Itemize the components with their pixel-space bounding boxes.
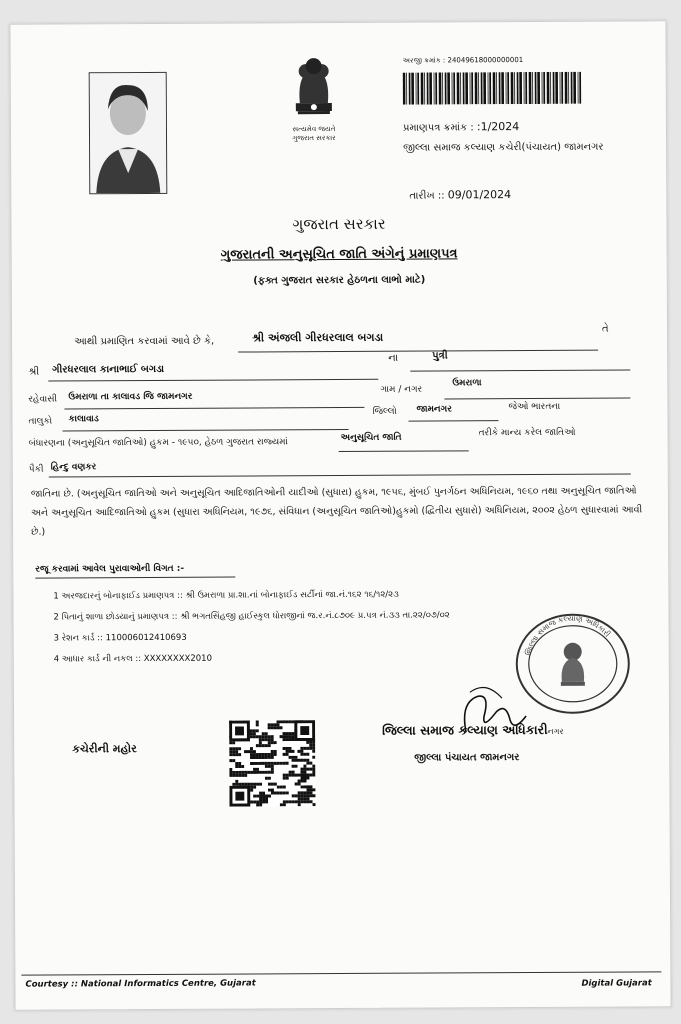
barcode bbox=[403, 72, 583, 105]
seal-emblem-icon bbox=[561, 643, 585, 686]
shri-label: શ્રી bbox=[28, 366, 40, 378]
relation: પુત્રી bbox=[432, 350, 448, 362]
emblem-caption: ગુજરાત સરકાર bbox=[292, 134, 336, 143]
taluka-value: કાલાવાડ bbox=[68, 414, 99, 425]
district-value: જામનગર bbox=[416, 404, 452, 415]
evidence-item: 4 આધાર કાર્ડ ની નકલ :: XXXXXXXX2010 bbox=[53, 653, 213, 665]
state-emblem bbox=[279, 51, 349, 146]
applicant-photo bbox=[89, 72, 168, 194]
india-text: જેઓ ભારતના bbox=[508, 401, 561, 413]
village-label: ગામ / નગર bbox=[380, 384, 423, 395]
application-number: અરજી ક્રમાંક : 24049618000000001 bbox=[402, 56, 524, 65]
legal-paragraph: જાતિના છે. (અનુસૂચિત જાતિઓ અને અનુસૂચિત આદિજાતિઓની યાદીઓ (સુધારા) હુકમ, ૧૯૫૬, મુંબઈ પુનર્ગઠન અધિનિયમ, ૧૯૬૦ તથા અનુસૂચિત જાતિઓ અને અનુસૂચિત આદિજાતિઓ હુકમ (સુધારા અધિનિયમ, ૧૯૭૬, સંવિધાન (અનુસૂચિત જાતિઓ)હુકમો (દ્વિતીય સુધારો) અધિનિયમ, ૨૦૦૨ હેઠળ સુધારવામાં આવી છે.) bbox=[30, 485, 643, 538]
na-label: ના bbox=[388, 352, 399, 364]
certificate-title: ગુજરાતની અનુસૂચિત જાતિ અંગેનું પ્રમાણપત્ર bbox=[220, 246, 458, 263]
te-text: તે bbox=[601, 323, 609, 335]
applicant-name: શ્રી અંજલી ગીરધરલાલ બગડા bbox=[252, 330, 384, 345]
father-name: ગીરધરલાલ કાનાભાઈ બગડા bbox=[52, 363, 165, 376]
taluka-label: તાલુકો bbox=[28, 416, 53, 427]
caste-type: અનુસૂચિત જાતિ bbox=[340, 432, 402, 443]
caste-value: હિન્દુ વણકર bbox=[50, 462, 97, 473]
emblem-icon bbox=[286, 51, 342, 121]
evidence-item: 1 અરજદારનું બોનાફાઈડ પ્રમાણપત્ર :: શ્રી ઉમરાળા પ્રા.શા.નાં બોનાફાઈડ સર્ટીનાં જા.નં.૧૬૨ ૧૬/૧૨/૨૩ bbox=[53, 589, 399, 602]
evidence-item: 3 રેશન કાર્ડ :: 110006012410693 bbox=[53, 632, 187, 644]
evidence-heading: રજૂ કરવામાં આવેલ પુરાવાઓની વિગત :- bbox=[35, 563, 185, 575]
certificate-sheet bbox=[9, 20, 671, 1010]
certificate-number: પ્રમાણપત્ર ક્રમાંક : :1/2024 bbox=[402, 120, 520, 134]
govt-title: ગુજરાત સરકાર bbox=[292, 214, 386, 234]
recognized-text: તરીકે માન્ય કરેલ જાતિઓ bbox=[478, 427, 576, 439]
village-value: ઉમરાળા bbox=[452, 378, 482, 389]
issuing-office: જીલ્લા સમાજ કલ્યાણ કચેરી(પંચાયત) જામનગર bbox=[403, 141, 604, 154]
resident-label: રહેવાસી bbox=[28, 394, 58, 405]
footer-brand: Digital Gujarat bbox=[581, 978, 652, 989]
officer-title: જિલ્લા સમાજ કલ્યાણ અધિકારીનગર bbox=[382, 721, 564, 738]
certificate-note: (ફક્ત ગુજરાત સરકાર હેઠળના લાભો માટે) bbox=[253, 274, 426, 287]
qr-code bbox=[229, 720, 315, 806]
panchayat-label: જીલ્લા પંચાયત જામનગર bbox=[414, 752, 520, 764]
emblem-motto: સત્યમેવ જયતે bbox=[292, 125, 336, 134]
resident-value: ઉમરાળા તા કાલાવડ જિ જામનગર bbox=[68, 391, 193, 403]
issue-date: તારીખ :: 09/01/2024 bbox=[409, 188, 512, 202]
district-label: જિલ્લો bbox=[372, 406, 397, 417]
seal-ring-text: જિલ્લા સમાજ કલ્યાણ અધિકારી bbox=[523, 613, 613, 657]
among-label: પૈકી bbox=[28, 464, 44, 475]
constitution-text: બંધારણના (અનુસૂચિત જાતિઓ) હુકમ - ૧૯૫૦, હેઠળ ગુજરાત રાજ્યમાં bbox=[28, 437, 288, 449]
footer-courtesy: Courtesy :: National Informatics Centre, Gujarat bbox=[25, 978, 256, 990]
evidence-list bbox=[53, 584, 450, 670]
intro-text: આથી પ્રમાણિત કરવામાં આવે છે કે, bbox=[74, 335, 215, 348]
evidence-item: 2 પિતાનું શાળા છોડયાનું પ્રમાણપત્ર :: શ્રી ભગતસિંહજી હાઈસ્કુલ ધોરાજીનાં જ.ર.નં.૮૭૦૯ પ્ર.પત્ર નં.૩૩ તા.૨૨/૦૭/૦૨ bbox=[53, 610, 450, 623]
office-stamp-label: કચેરીની મહોર bbox=[72, 742, 137, 756]
